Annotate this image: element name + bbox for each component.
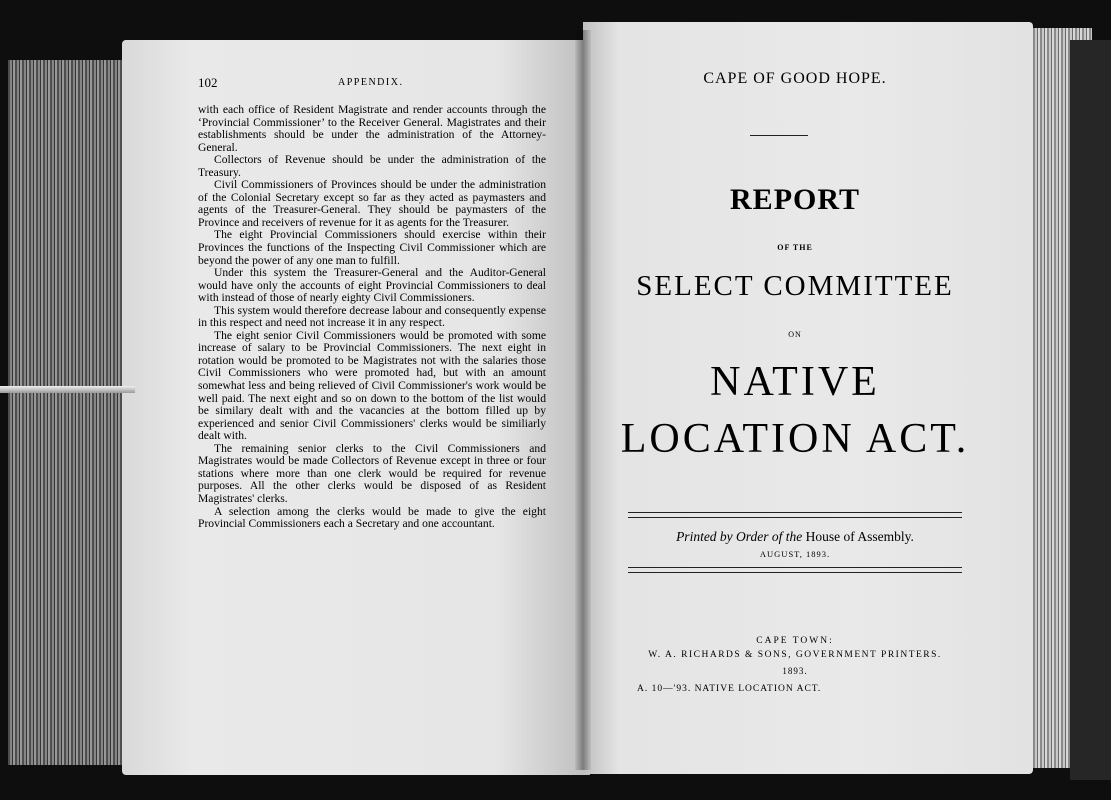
- book-gutter: [575, 30, 591, 770]
- page-number: 102: [198, 75, 218, 90]
- book-cover: [1070, 40, 1111, 780]
- imprint-place: CAPE TOWN:: [756, 636, 834, 646]
- title-on: ON: [788, 330, 802, 339]
- imprint-year: 1893.: [782, 666, 808, 676]
- double-rule-bottom: [628, 567, 962, 573]
- publication-date: AUGUST, 1893.: [759, 549, 831, 559]
- printed-suffix: House of Assembly.: [805, 529, 914, 544]
- title-location-act: LOCATION ACT.: [620, 416, 970, 462]
- bookmark-strip: [0, 386, 135, 393]
- double-rule-top: [628, 512, 962, 518]
- body-paragraph: Civil Commissioners of Provinces should be under the administration of the Colonial Secretary except so far as they acted as paymasters and agents of the Treasurer-General. They should be paymasters of the Province and receivers of revenue for it as agents for the Treasurer.: [198, 178, 546, 229]
- body-paragraph: The remaining senior clerks to the Civil Commissioners and Magistrates would be made Collectors of Revenue except in three or four stations where more than one clerk would be required for revenue purposes. All the other clerks would be disposed of as Resident Magistrates' clerks.: [198, 441, 546, 505]
- printed-by-order: [600, 529, 990, 545]
- title-of-the: OF THE: [777, 243, 813, 252]
- running-head-title: APPENDIX.: [338, 77, 404, 88]
- title-select-committee: SELECT COMMITTEE: [636, 270, 954, 302]
- body-paragraph: Under this system the Treasurer-General and the Auditor-General would have only the accounts of eight Provincial Commissioners to deal with instead of those of nearly eighty Civil Commissioners.: [198, 266, 546, 305]
- body-paragraph: This system would therefore decrease labour and consequently expense in this respect and need not increase it in any respect.: [198, 303, 546, 330]
- title-page-header: CAPE OF GOOD HOPE.: [703, 70, 887, 87]
- imprint-printers: W. A. RICHARDS & SONS, GOVERNMENT PRINTERS.: [648, 650, 942, 660]
- title-report: REPORT: [730, 183, 860, 216]
- appendix-body-text: [198, 104, 546, 531]
- short-rule: [750, 135, 808, 136]
- document-reference: A. 10—'93. NATIVE LOCATION ACT.: [637, 684, 822, 694]
- title-native: NATIVE: [710, 359, 880, 405]
- printed-prefix: Printed by Order of the: [676, 529, 803, 544]
- body-paragraph: Collectors of Revenue should be under the administration of the Treasury.: [198, 153, 546, 179]
- left-page-edges: [8, 60, 128, 765]
- body-paragraph: The eight senior Civil Commissioners would be promoted with some increase of salary to be Provincial Commissioners. The next eight in rotation would be promoted to be Magistrates not with the salaries those Civil Commissioners who were promoted had, but with an amount somewhat less and being relieved of Civil Commissioner's work would be well paid. The next eight and so on down to the bottom of the list would be similary dealt with and the vacancies at the bottom filled up by experienced and senior Civil Commissioners' clerks would be similiarly dealt with.: [198, 328, 546, 443]
- body-paragraph: with each office of Resident Magistrate and render accounts through the ‘Provincial Commissioner’ to the Receiver General. Magistrates and their establishments should be under the administration of the Attorney-General.: [198, 103, 546, 154]
- body-paragraph: The eight Provincial Commissioners should exercise within their Provinces the functions of the Inspecting Civil Commissioner which are beyond the power of any one man to fulfill.: [198, 228, 546, 267]
- body-paragraph: A selection among the clerks would be made to give the eight Provincial Commissioners each a Secretary and one accountant.: [198, 504, 546, 531]
